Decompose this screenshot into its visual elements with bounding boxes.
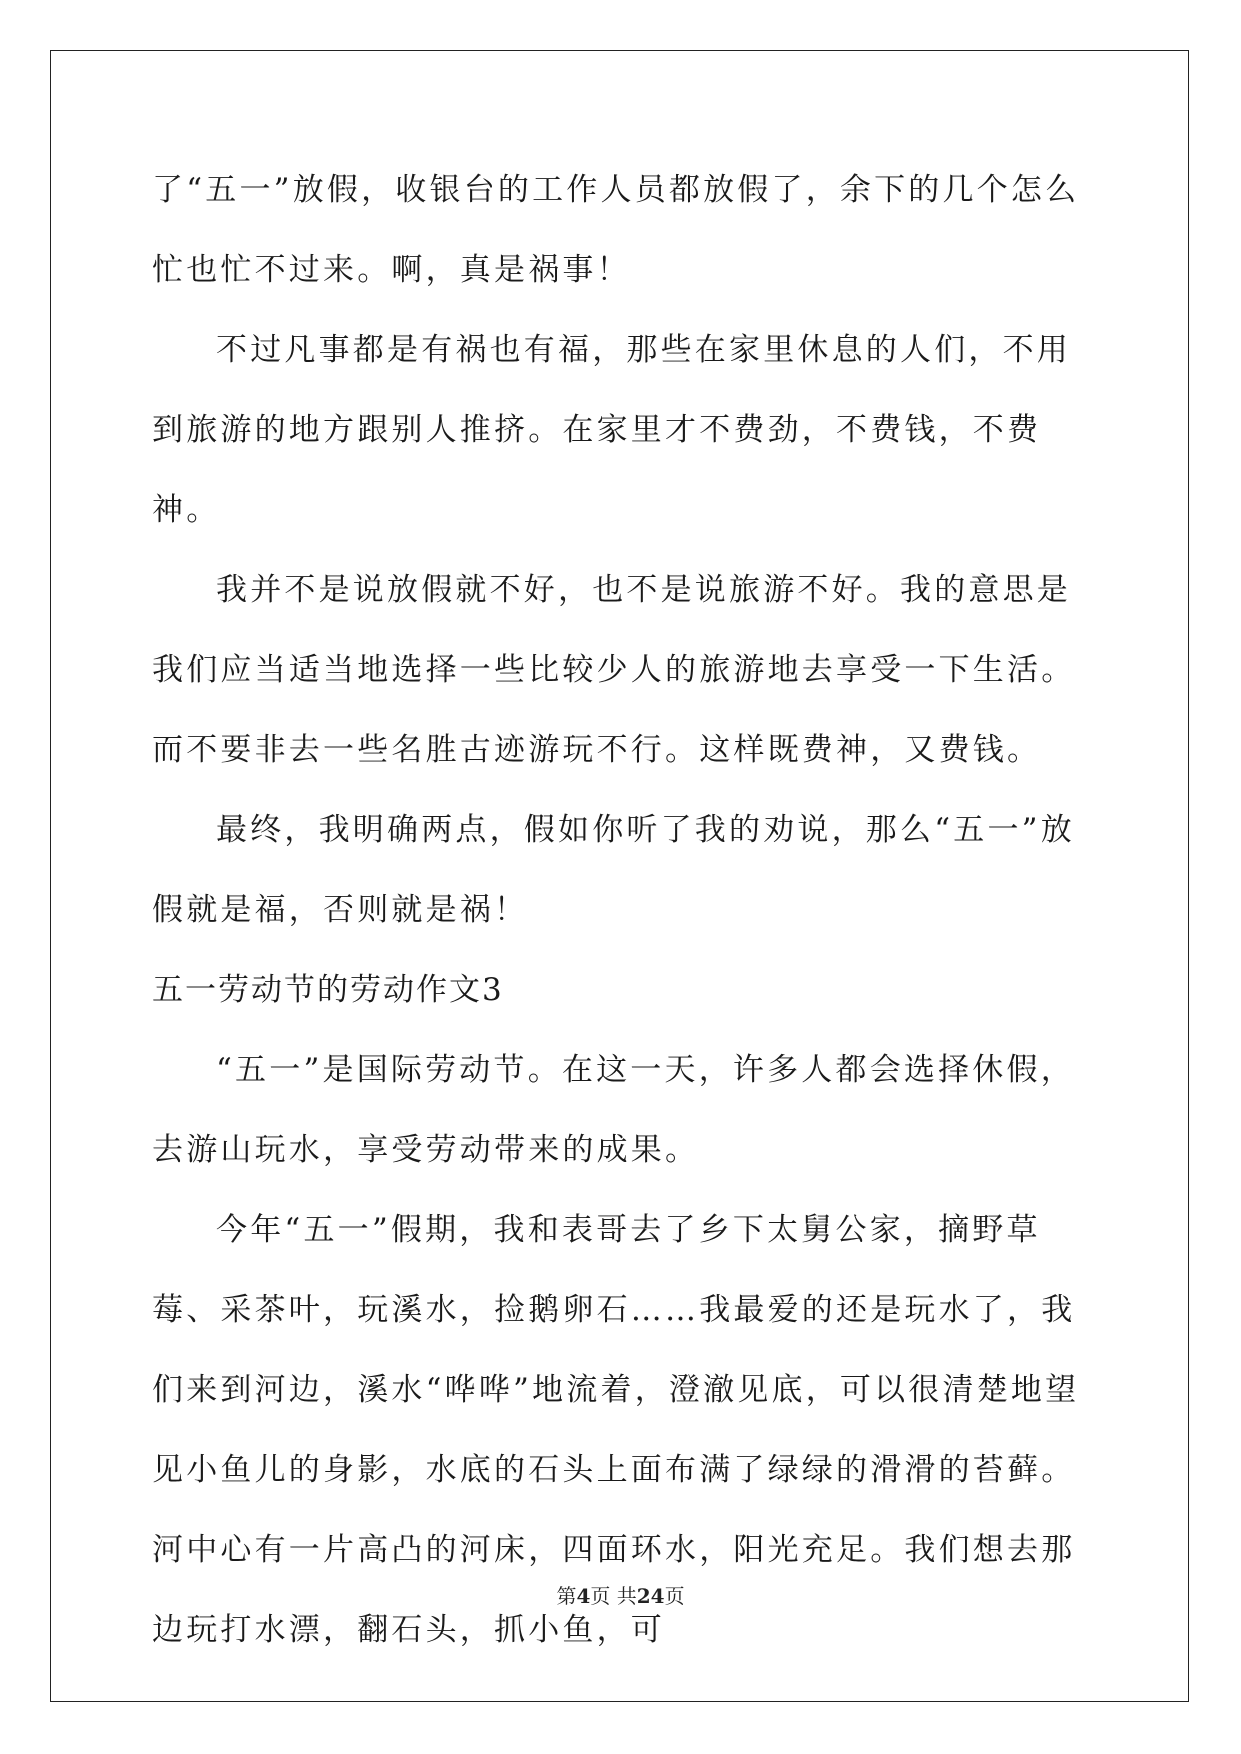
paragraph-4: 最终，我明确两点，假如你听了我的劝说，那么“五一”放假就是福，否则就是祸！ xyxy=(152,812,1075,928)
paragraph-6: 今年“五一”假期，我和表哥去了乡下太舅公家，摘野草莓、采茶叶，玩溪水，捡鹅卵石……我最爱的还是玩水了，我们来到河边，溪水“哗哗”地流着，澄澈见底，可以很清楚地望见小鱼儿的身影，水底的石头上面布满了绿绿的滑滑的苔藓。河中心有一片高凸的河床，四面环水，阳光充足。我们想去那边玩打水漂，翻石头，抓小鱼，可 xyxy=(152,1212,1080,1648)
paragraph-3: 我并不是说放假就不好，也不是说旅游不好。我的意思是我们应当适当地选择一些比较少人的旅游地去享受一下生活。而不要非去一些名胜古迹游玩不行。这样既费神，又费钱。 xyxy=(152,572,1076,768)
paragraph-2: 不过凡事都是有祸也有福，那些在家里休息的人们，不用到旅游的地方跟别人推挤。在家里才不费劲，不费钱，不费神。 xyxy=(152,332,1071,528)
paragraph-1: 了“五一”放假，收银台的工作人员都放假了，余下的几个怎么忙也忙不过来。啊，真是祸事！ xyxy=(152,172,1080,288)
total-page-count: 24 xyxy=(636,1584,665,1608)
footer-prefix: 第 xyxy=(556,1584,577,1608)
current-page-number: 4 xyxy=(576,1584,591,1608)
section-heading: 五一劳动节的劳动作文3 xyxy=(152,972,504,1008)
page-number-footer xyxy=(0,1580,1241,1609)
document-body xyxy=(152,150,1092,1670)
footer-suffix: 页 xyxy=(664,1584,685,1608)
footer-mid: 页 共 xyxy=(590,1584,637,1608)
paragraph-5: “五一”是国际劳动节。在这一天，许多人都会选择休假，去游山玩水，享受劳动带来的成果。 xyxy=(152,1052,1075,1168)
